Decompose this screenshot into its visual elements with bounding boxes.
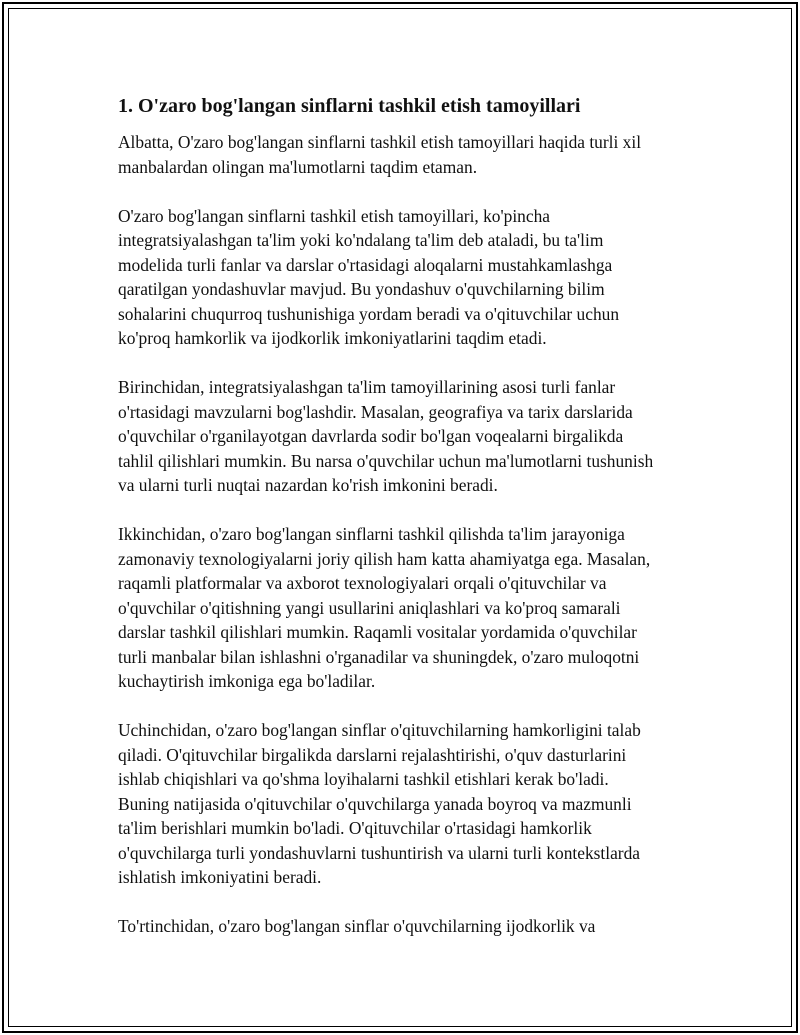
text-line: sohalarini chuqurroq tushunishiga yordam beradi va o'qituvchilar uchun [118, 303, 620, 324]
text-line: Birinchidan, integratsiyalashgan ta'lim tamoyillarining asosi turli fanlar [118, 377, 616, 397]
paragraph-intro [118, 130, 698, 179]
text-line: Uchinchidan, o'zaro bog'langan sinflar o'qituvchilarning hamkorligini talab [118, 720, 641, 740]
paragraph-definition [118, 204, 698, 351]
text-line: Buning natijasida o'qituvchilar o'quvchilarga yanada boyroq va mazmunli [118, 793, 632, 814]
document-content [118, 92, 698, 963]
text-line: kuchaytirish imkoniga ega bo'ladilar. [118, 671, 376, 691]
text-line: o'quvchilar o'qitishning yangi usullarini aniqlashlari va ko'proq samarali [118, 597, 621, 618]
text-line: turli manbalar bilan ishlashni o'rganadilar va shuningdek, o'zaro muloqotni [118, 646, 640, 667]
text-line: qiladi. O'qituvchilar birgalikda darslarni rejalashtirishi, o'quv dasturlarini [118, 744, 627, 765]
paragraph-third [118, 718, 698, 890]
paragraph-fourth [118, 914, 698, 939]
paragraph-first [118, 375, 698, 498]
text-line: tahlil qilishlari mumkin. Bu narsa o'quvchilar uchun ma'lumotlarni tushunish [118, 450, 654, 471]
text-line: darslar tashkil qilishlari mumkin. Raqamli vositalar yordamida o'quvchilar [118, 622, 637, 642]
text-line: modelida turli fanlar va darslar o'rtasidagi aloqalarni mustahkamlashga [118, 254, 613, 275]
text-line: manbalardan olingan ma'lumotlarni taqdim etaman. [118, 156, 478, 177]
text-line: To'rtinchidan, o'zaro bog'langan sinflar o'quvchilarning ijodkorlik va [118, 916, 596, 936]
text-line: Albatta, O'zaro bog'langan sinflarni tashkil etish tamoyillari haqida turli xil [118, 132, 642, 152]
text-line: o'rtasidagi mavzularni bog'lashdir. Masalan, geografiya va tarix darslarida [118, 401, 633, 422]
text-line: ishlatish imkoniyatini beradi. [118, 867, 322, 887]
text-line: ta'lim berishlari mumkin bo'ladi. O'qituvchilar o'rtasidagi hamkorlik [118, 818, 592, 838]
text-line: O'zaro bog'langan sinflarni tashkil etish tamoyillari, ko'pincha [118, 205, 550, 226]
paragraph-second [118, 522, 698, 694]
text-line: ishlab chiqishlari va qo'shma loyihalarni tashkil etishlari kerak bo'ladi. [118, 769, 609, 789]
text-line: integratsiyalashgan ta'lim yoki ko'ndalang ta'lim deb ataladi, bu ta'lim [118, 230, 604, 250]
text-line: raqamli platformalar va axborot texnologiyalari orqali o'qituvchilar va [118, 573, 607, 593]
text-line: zamonaviy texnologiyalarni joriy qilish ham katta ahamiyatga ega. Masalan, [118, 548, 651, 569]
text-line: o'quvchilar o'rganilayotgan davrlarda sodir bo'lgan voqealarni birgalikda [118, 426, 624, 446]
section-heading: 1. O'zaro bog'langan sinflarni tashkil etish tamoyillari [118, 95, 581, 117]
text-line: ko'proq hamkorlik va ijodkorlik imkoniyatlarini taqdim etadi. [118, 328, 547, 348]
text-line: o'quvchilarga turli yondashuvlarni tushuntirish va ularni turli kontekstlarda [118, 842, 641, 863]
text-line: va ularni turli nuqtai nazardan ko'rish imkonini beradi. [118, 475, 498, 495]
text-line: Ikkinchidan, o'zaro bog'langan sinflarni tashkil qilishda ta'lim jarayoniga [118, 524, 625, 544]
text-line: qaratilgan yondashuvlar mavjud. Bu yondashuv o'quvchilarning bilim [118, 279, 605, 299]
